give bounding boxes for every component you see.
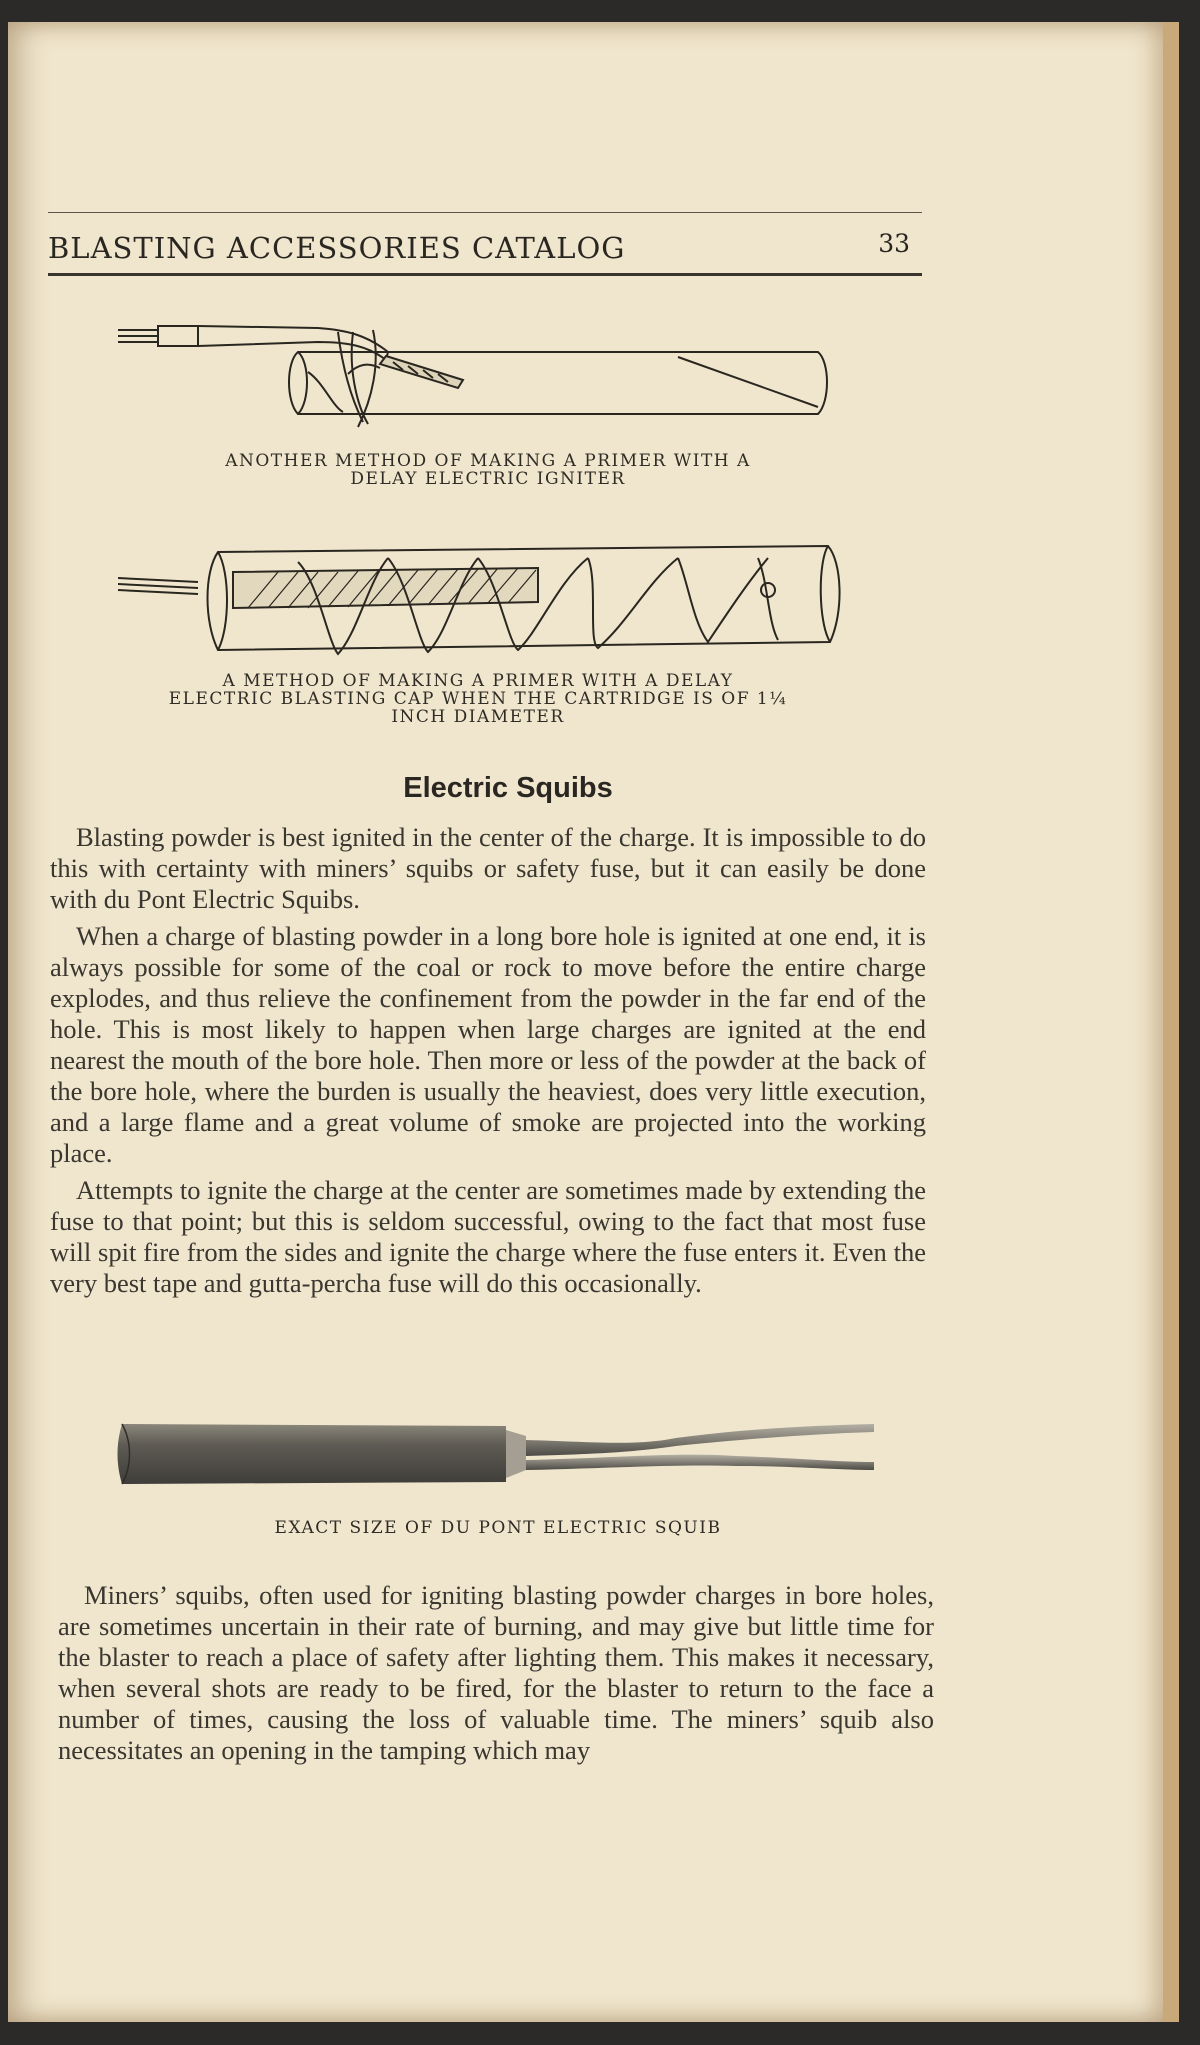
paragraph-2: When a charge of blasting powder in a long bore hole is ignited at one end, it is always possible for some of the coal or rock to move before the entire charge explodes, and thus relieve the confinement from the powder in the far end of the hole. This is most likely to happen when large charges are ignited at the end nearest the mouth of the bore hole. Then more or less of the powder at the back of the bore hole, where the burden is usually the heaviest, does very little execution, and a large flame and a great volume of smoke are projected into the working place. (50, 921, 926, 1168)
figure-3-caption: EXACT SIZE OF DU PONT ELECTRIC SQUIB (274, 1518, 722, 1538)
paragraph-4: Miners’ squibs, often used for igniting blasting powder charges in bore holes, are sometimes uncertain in their rate of burning, and may give but little time for the blaster to reach a place of safety after lighting them. This makes it necessary, when several shots are ready to be fired, for the blaster to return to the face a number of times, causing the loss of valuable time. The miners’ squib also necessitates an opening in the tamping which may (58, 1580, 934, 1765)
electric-squib-photo (116, 1412, 886, 1492)
body-text-bottom (58, 1580, 934, 1772)
paragraph-3: Attempts to ignite the charge at the center are sometimes made by extending the fuse to that point; but this is seldom successful, owing to the fact that most fuse will spit fire from the sides and ignite the charge where the fuse enters it. Even the very best tape and gutta-percha fuse will do this occasionally. (50, 1175, 926, 1298)
figure-2-caption-line-2: ELECTRIC BLASTING CAP WHEN THE CARTRIDGE IS OF 1¼ (168, 689, 788, 709)
paragraph-1: Blasting powder is best ignited in the center of the charge. It is impossible to do this with certainty with miners’ squibs or safety fuse, but it can easily be done with du Pont Electric Squibs. (50, 822, 926, 914)
figure-1-caption-line-1: ANOTHER METHOD OF MAKING A PRIMER WITH A (225, 451, 751, 471)
figure-2-caption (68, 672, 888, 726)
running-header (48, 212, 922, 276)
figure-2-caption-line-1: A METHOD OF MAKING A PRIMER WITH A DELAY (222, 671, 734, 691)
page-number: 33 (878, 229, 910, 258)
section-title: Electric Squibs (403, 772, 613, 804)
catalog-page (8, 22, 1179, 2022)
header-title: BLASTING ACCESSORIES CATALOG (48, 231, 626, 265)
primer-blasting-cap-illustration (118, 522, 858, 662)
body-text-top (50, 822, 926, 1305)
figure-1-caption-line-2: DELAY ELECTRIC IGNITER (350, 469, 626, 489)
primer-igniter-illustration (118, 312, 858, 442)
figure-1-caption (118, 452, 858, 488)
figure-2-caption-line-3: INCH DIAMETER (391, 707, 565, 727)
